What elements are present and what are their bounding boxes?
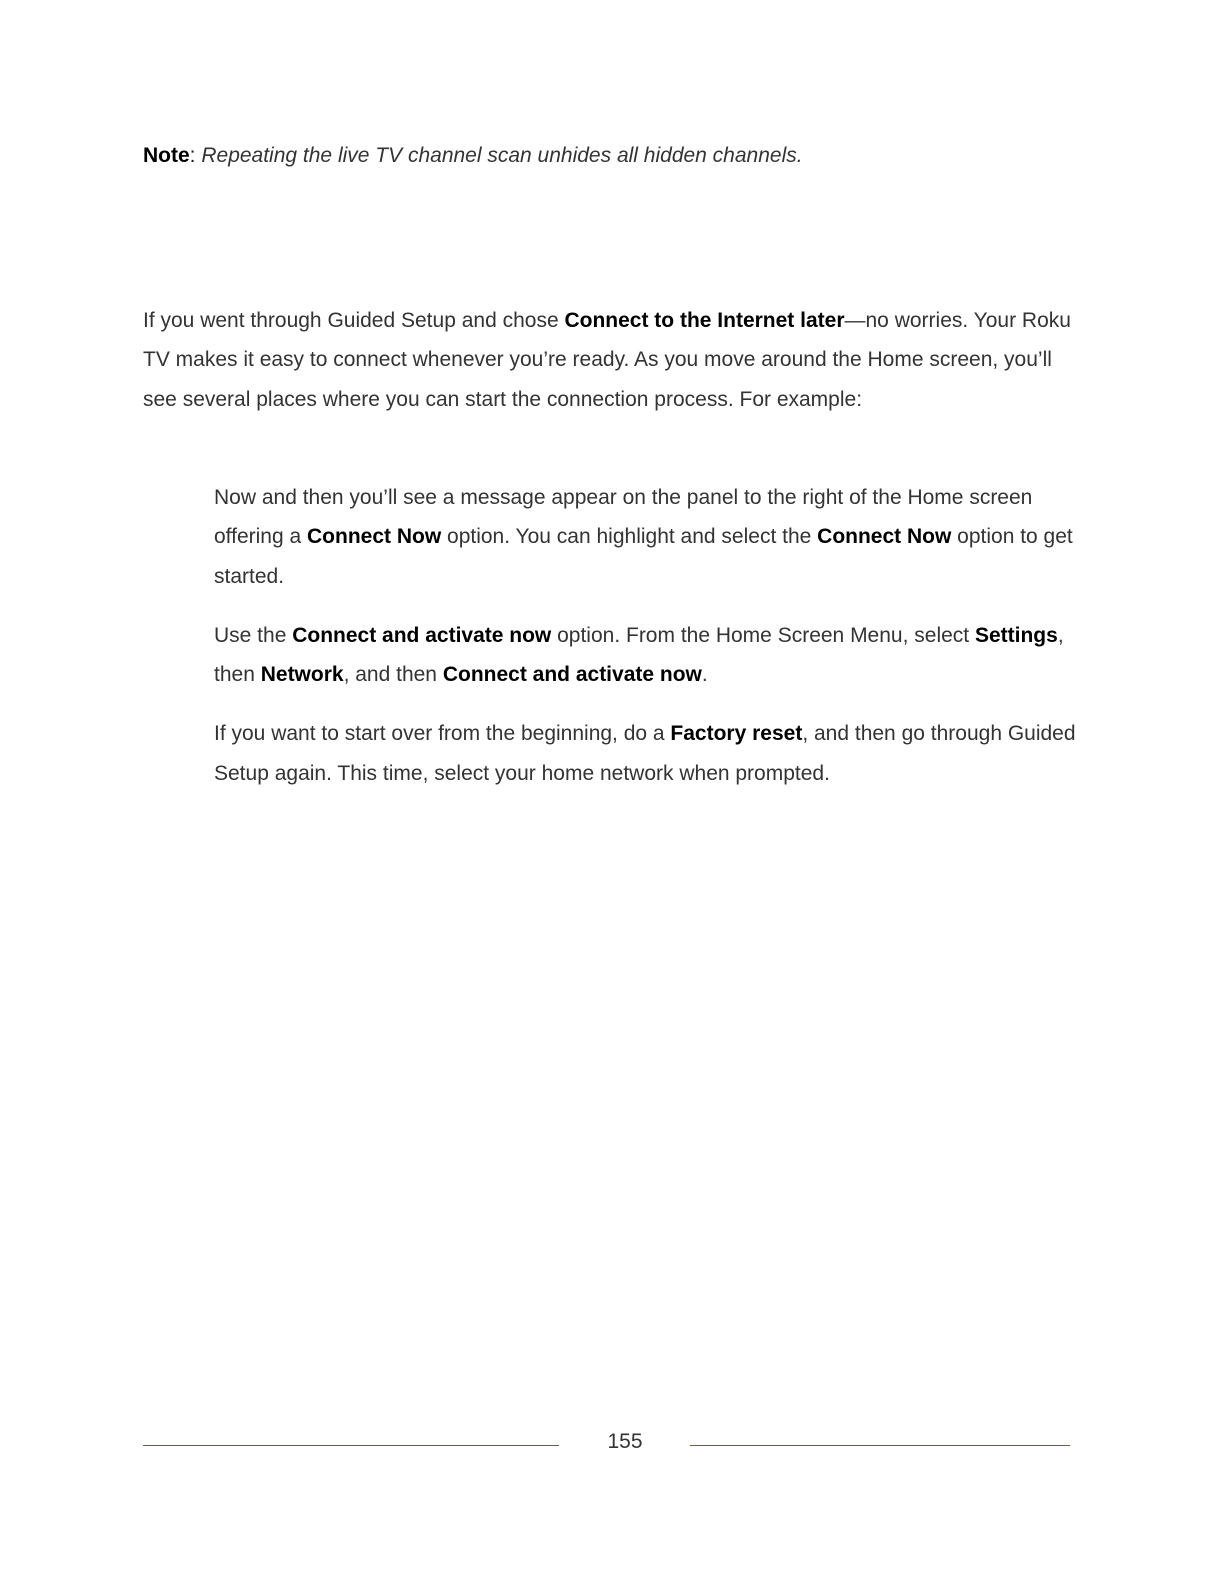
- intro-paragraph: [143, 301, 1083, 419]
- item-bold-connect-now: Connect Now: [307, 525, 442, 549]
- list-item-connect-now: [214, 478, 1084, 596]
- item-text: , and then go through Guided Setup again. This time, select your home network when prompted.: [214, 722, 1076, 785]
- page-footer: [143, 1428, 1070, 1464]
- intro-bold-connect-later: Connect to the Internet later: [564, 309, 845, 332]
- note-separator: :: [189, 144, 202, 167]
- intro-text: If you went through Guided Setup and chose: [143, 309, 565, 332]
- page-number: 155: [607, 1430, 643, 1453]
- item-bold-factory-reset: Factory reset: [670, 722, 803, 746]
- item-bold-settings: Settings: [974, 623, 1058, 647]
- note-text: Repeating the live TV channel scan unhides all hidden channels.: [201, 144, 803, 167]
- connection-options-list: [214, 478, 1084, 813]
- item-text: option to get started.: [214, 525, 1073, 588]
- note-label: Note: [143, 144, 190, 167]
- item-text: option. You can highlight and select the: [441, 525, 818, 549]
- item-bold-connect-activate: Connect and activate now: [292, 623, 552, 647]
- note-paragraph: [143, 140, 1083, 172]
- item-text: option. From the Home Screen Menu, select: [551, 623, 975, 647]
- footer-rule-right: [690, 1445, 1070, 1446]
- footer-rule-left: [143, 1445, 559, 1446]
- list-item-factory-reset: [214, 714, 1084, 793]
- item-text: , and then: [343, 663, 443, 687]
- item-text: Now and then you’ll see a message appear on the panel to the right of the Home screen offering a: [214, 486, 1033, 549]
- item-text: .: [701, 663, 708, 687]
- item-bold-network: Network: [260, 663, 344, 687]
- item-text: Use the: [214, 623, 293, 647]
- list-item-connect-activate: [214, 616, 1084, 695]
- item-bold-connect-activate: Connect and activate now: [442, 663, 702, 687]
- item-text: , then: [214, 623, 1064, 687]
- item-text: If you want to start over from the beginning, do a: [214, 722, 671, 746]
- intro-text: —no worries. Your Roku TV makes it easy to connect whenever you’re ready. As you move around the Home screen, you’ll see several places where you can start the connection process. For example:: [143, 309, 1071, 411]
- item-bold-connect-now: Connect Now: [817, 525, 952, 549]
